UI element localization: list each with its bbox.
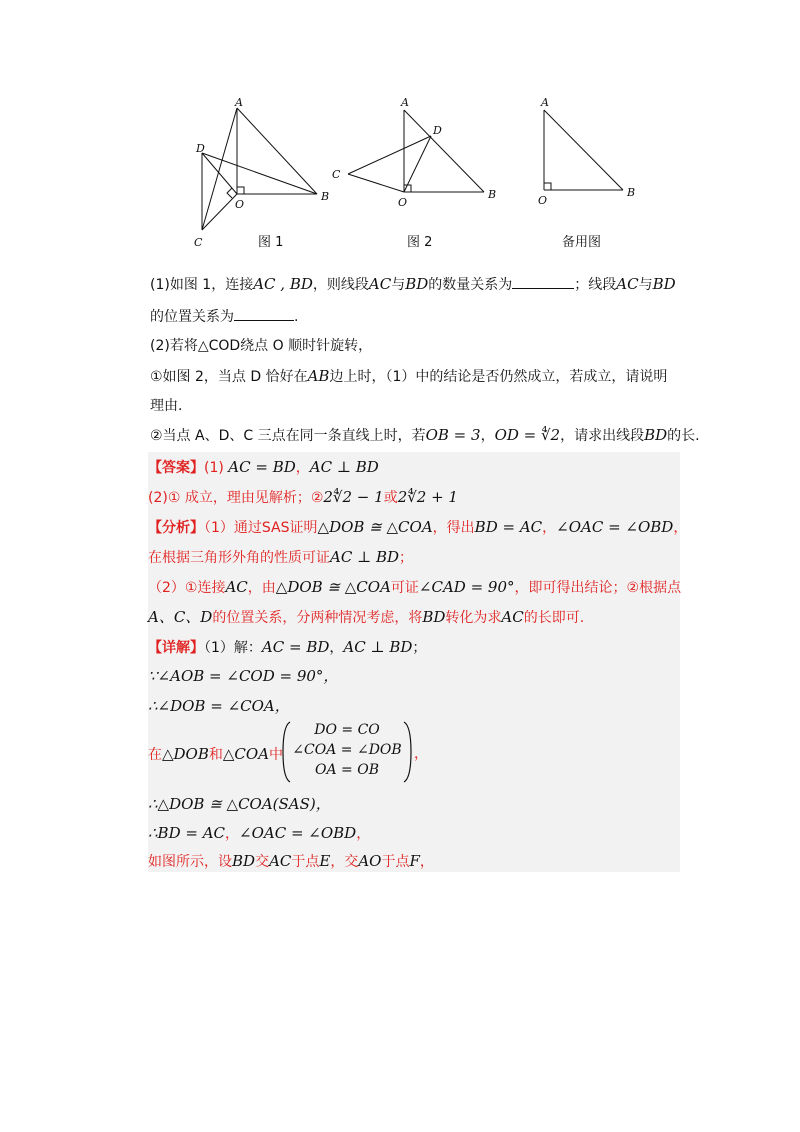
detail-line-4: 在△DOB和△COA中 [148, 745, 284, 763]
detail-line-1: 【详解】（1）解：AC = BD，AC ⊥ BD； [148, 638, 427, 656]
fig1-label-b: B [321, 190, 330, 203]
fig2-label-b: B [488, 188, 497, 201]
analysis-line-4: A、C、D的位置关系，分两种情况考虑，将BD转化为求AC的长即可. [148, 608, 585, 626]
figure-3 [544, 110, 623, 190]
detail-line-2: ∵∠AOB = ∠COD = 90°， [148, 667, 339, 685]
fig2-label-d: D [433, 124, 442, 137]
answer-blank-2[interactable] [234, 306, 294, 321]
detail-line-6: ∴BD = AC，∠OAC = ∠OBD， [148, 824, 371, 842]
question-part2-1-line2: 理由. [150, 398, 183, 414]
figure-2 [348, 110, 484, 192]
question-part1-line2: 的位置关系为 . [150, 306, 680, 327]
fig2-label-o: O [398, 196, 408, 209]
question-part1-line1: (1)如图 1，连接AC , BD，则线段AC与BD的数量关系为 ；线段AC与BD [150, 275, 676, 293]
detail-line-7: 如图所示，设BD交AC于点E，交AO于点F， [148, 852, 434, 870]
fig2-label-c: C [332, 168, 341, 181]
solution-panel [148, 452, 688, 872]
detail-line-3: ∴∠DOB = ∠COA， [148, 697, 290, 715]
analysis-line-1: 【分析】（1）通过SAS证明△DOB ≅ △COA，得出BD = AC，∠OAC = ∠OBD， [148, 518, 688, 536]
answer-line-2: (2)① 成立，理由见解析；②2∜2 − 1或2∜2 + 1 [148, 488, 458, 506]
system-brace-right [402, 720, 414, 784]
fig1-label-d: D [196, 142, 205, 155]
question-part2: (2)若将△COD绕点 O 顺时针旋转， [150, 338, 373, 354]
fig1-label-c: C [194, 236, 203, 249]
geometry-figures [180, 88, 660, 258]
fig3-label-o: O [538, 194, 548, 207]
fig3-caption: 备用图 [562, 235, 602, 250]
fig1-label-o: O [235, 198, 245, 211]
fig3-label-a: A [541, 96, 549, 109]
figure-1 [202, 108, 317, 230]
question-part2-1-line1: ①如图 2，当点 D 恰好在AB边上时，（1）中的结论是否仍然成立，若成立，请说明 [150, 367, 668, 385]
analysis-line-2: 在根据三角形外角的性质可证AC ⊥ BD； [148, 548, 414, 566]
detail-line-5: ∴△DOB ≅ △COA(SAS)， [148, 795, 331, 813]
answer-blank-1[interactable] [512, 274, 574, 289]
analysis-line-3: （2）①连接AC，由△DOB ≅ △COA可证∠CAD = 90°，即可得出结论；②根据点 [148, 578, 682, 596]
answer-line-1: 【答案】(1) AC = BD，AC ⊥ BD [148, 458, 379, 476]
system-line-3: OA = OB [315, 762, 379, 778]
equation-system [284, 722, 410, 782]
system-line-1: DO = CO [314, 722, 380, 738]
fig1-label-a: A [235, 96, 243, 109]
fig3-label-b: B [627, 186, 636, 199]
question-part2-2: ②当点 A、D、C 三点在同一条直线上时，若OB = 3，OD = ∜2，请求出线段BD的长. [150, 426, 700, 444]
fig2-label-a: A [401, 96, 409, 109]
fig2-caption: 图 2 [407, 235, 433, 250]
detail-line-4-end: ， [414, 746, 428, 762]
system-line-2: ∠COA = ∠DOB [292, 742, 402, 758]
fig1-caption: 图 1 [258, 235, 284, 250]
figures-area [180, 88, 660, 258]
